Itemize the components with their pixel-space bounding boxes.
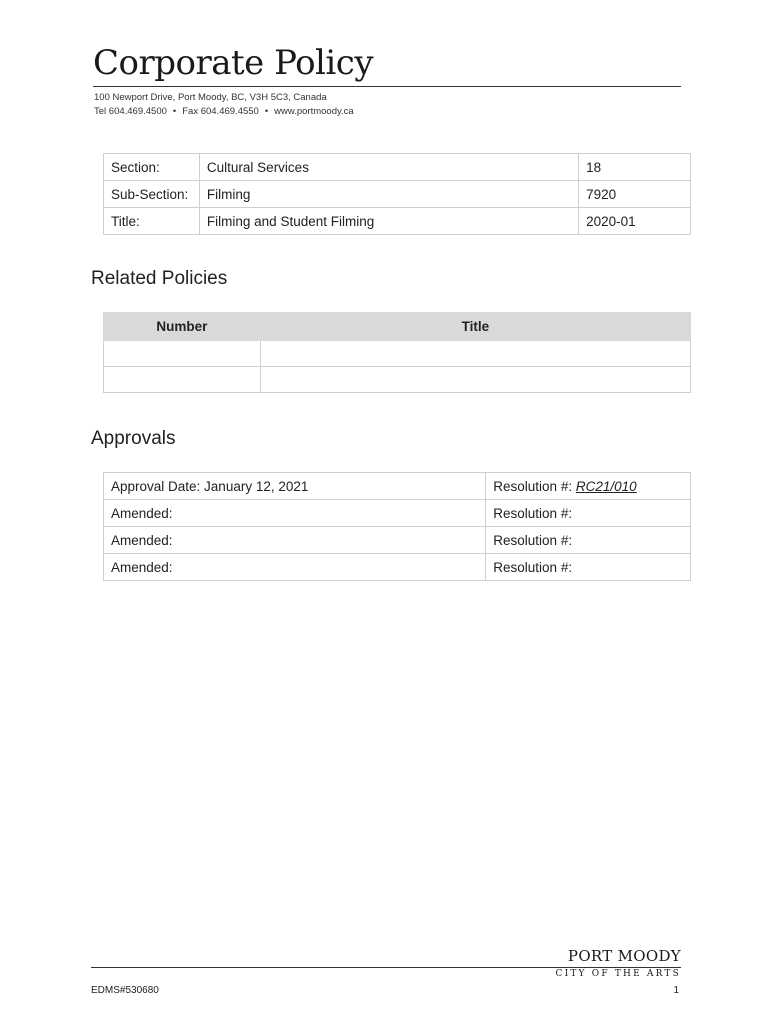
subsection-value: Filming [199,181,578,208]
table-row [104,154,691,181]
subsection-code: 7920 [579,181,691,208]
address-line: 100 Newport Drive, Port Moody, BC, V3H 5C3, Canada [94,92,327,103]
policy-info-table [103,153,691,235]
table-row [104,341,691,367]
table-row [104,208,691,235]
amended-label: Amended: [104,527,486,554]
title-label: Title: [104,208,200,235]
section-label: Section: [104,154,200,181]
page-number: 1 [673,985,679,996]
approvals-heading: Approvals [91,428,176,449]
resolution-label: Resolution #: [493,478,573,494]
amended-label: Amended: [104,500,486,527]
table-row [104,554,691,581]
approvals-table [103,472,691,581]
section-value: Cultural Services [199,154,578,181]
website-link[interactable]: www.portmoody.ca [274,106,354,117]
port-moody-logo [556,949,682,979]
section-code: 18 [579,154,691,181]
table-row [104,181,691,208]
resolution-link[interactable]: RC21/010 [575,478,637,494]
table-row [104,367,691,393]
resolution-cell [486,473,691,500]
related-policies-table [103,312,691,393]
approval-date: Approval Date: January 12, 2021 [104,473,486,500]
logo-tagline: CITY OF THE ARTS [555,969,681,979]
related-policies-heading: Related Policies [91,268,228,289]
title-code: 2020-01 [579,208,691,235]
number-cell [104,341,261,367]
page-title: Corporate Policy [93,43,374,83]
resolution-label: Resolution #: [486,500,691,527]
table-header-row [104,313,691,341]
table-row [104,527,691,554]
table-row [104,473,691,500]
title-value: Filming and Student Filming [199,208,578,235]
fax-text: Fax 604.469.4550 [182,106,259,117]
resolution-label: Resolution #: [486,527,691,554]
number-cell [104,367,261,393]
amended-label: Amended: [104,554,486,581]
subsection-label: Sub-Section: [104,181,200,208]
separator: • [264,106,269,117]
title-column-header: Title [260,313,690,341]
separator: • [172,106,177,117]
table-row [104,500,691,527]
contact-line [94,107,354,117]
number-column-header: Number [104,313,261,341]
resolution-label: Resolution #: [486,554,691,581]
footer-divider [91,967,681,968]
header-divider [93,86,681,87]
tel-text: Tel 604.469.4500 [94,106,167,117]
edms-number: EDMS#530680 [91,985,159,996]
title-cell [260,367,690,393]
logo-name: PORT MOODY [567,947,681,965]
title-cell [260,341,690,367]
